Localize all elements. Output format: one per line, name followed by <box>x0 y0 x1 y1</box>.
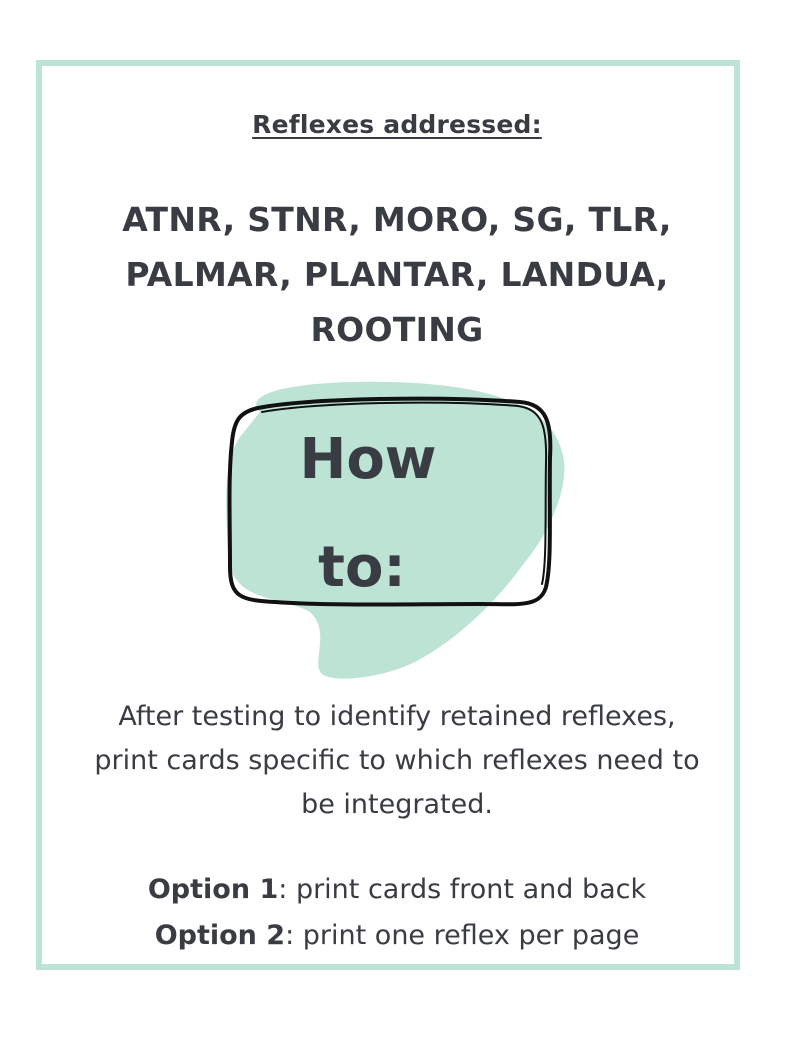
option-2-label: Option 2 <box>154 920 286 951</box>
option-2-text: : print one reflex per page <box>285 920 640 951</box>
speech-bubble-icon <box>200 372 580 692</box>
how-to-line-1: How <box>299 427 437 492</box>
reflex-list-line-2: PALMAR, PLANTAR, LANDUA, <box>125 255 669 294</box>
instructions-line-1: After testing to identify retained reflexes, <box>118 701 676 732</box>
how-to-line-2: to: <box>318 535 406 600</box>
option-1-label: Option 1 <box>147 874 279 905</box>
reflex-list <box>80 192 714 357</box>
option-1 <box>0 870 794 910</box>
reflexes-heading: Reflexes addressed: <box>252 110 542 139</box>
option-1-text: : print cards front and back <box>278 874 647 905</box>
instructions-text <box>70 695 724 827</box>
instructions-line-3: be integrated. <box>301 789 493 820</box>
instructions-line-2: print cards specific to which reflexes need to <box>94 745 700 776</box>
option-2 <box>0 916 794 956</box>
how-to-graphic <box>200 372 580 692</box>
reflex-list-line-1: ATNR, STNR, MORO, SG, TLR, <box>122 200 672 239</box>
reflex-list-line-3: ROOTING <box>310 310 484 349</box>
